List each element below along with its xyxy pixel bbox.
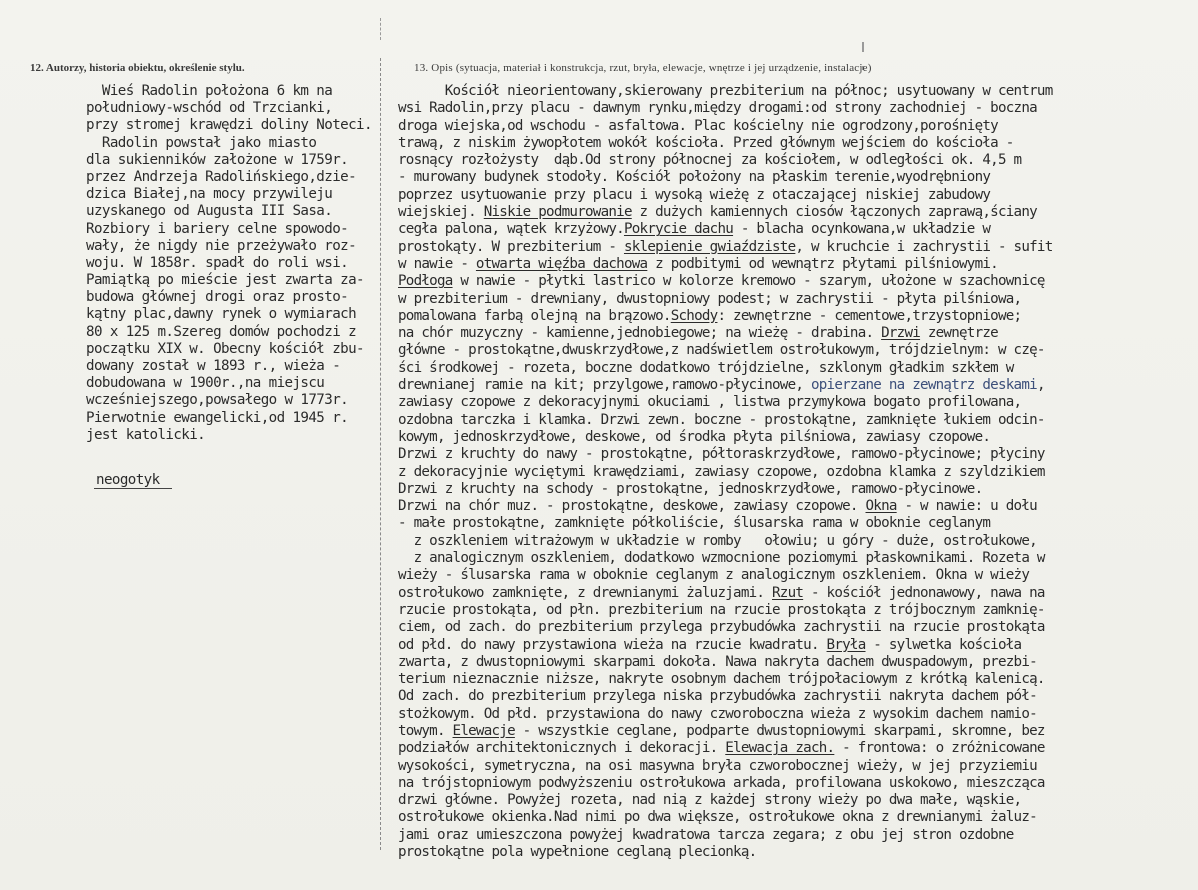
underlined-term: Elewacja zach. [725,740,835,757]
text-segment: Drzwi z kruchty do nawy - prostokątne, półtoraskrzydłowe, ramowo-płycinowe; płyciny [398,446,1045,463]
text-segment: stożkowym. Od płd. przystawiona do nawy czworoboczna wieża z wysokim dachem namio- [398,705,1037,722]
text-segment: główne - prostokątne,dwuskrzydłowe,z nadświetlem ostrołukowym, trójdzielnym: w czę- [398,342,1045,359]
text-segment: rosnący rozłożysty dąb.Od strony północnej za kościołem, w odległości ok. 4,5 m [398,152,1022,169]
history-text-line: przez Andrzeja Radolińskiego,dzie- [86,168,357,185]
text-segment: trawą, z niskim żywopłotem wokół kościoła. Przed głównym wejściem do kościoła - [398,134,1014,151]
underlined-term: Pokrycie dachu [623,221,734,238]
description-text-line [398,394,1198,411]
text-segment: - blacha ocynkowana,w układzie w [733,221,991,238]
description-text-line [398,429,1198,446]
description-text-column [398,83,1198,861]
text-segment: z analogicznym oszkleniem, dodatkowo wzmocnione poziomymi płaskownikami. Rozeta w [398,550,1045,567]
description-text-line [398,498,1198,515]
text-segment: - w nawie: u dołu [896,498,1037,515]
text-segment: prostokątne pola wypełnione ceglaną plecionką. [398,844,757,861]
text-segment: - frontowa: o zróżnicowane [834,740,1045,757]
text-segment: Drzwi na chór muz. - prostokątne, deskowe, zawiasy czopowe. [398,498,866,515]
description-text-line [398,273,1198,290]
description-text-line [398,585,1198,602]
text-segment: w prezbiterium - drewniany, dwustopniowy podest; w zachrystii - płyta pilśniowa, [398,290,1022,307]
text-segment: : zewnętrzne - cementowe,trzystopniowe; [717,307,1022,324]
history-text-line: przy stromej krawędzi doliny Noteci. [86,117,372,134]
text-segment: ostrołukowe okienka.Nad nimi po dwa większe, ostrołukowe okna z drewnianymi żaluz- [398,809,1037,826]
description-text-line [398,671,1198,688]
text-segment: - wszystkie ceglane, podparte dwustopniowymi skarpami, skromne, bez [514,722,1045,739]
description-text-line [398,239,1198,256]
underlined-term: Podłoga [398,273,453,290]
description-text-line [398,775,1198,792]
description-text-line [398,118,1198,135]
text-segment: w nawie - [398,255,476,272]
description-text-line [398,827,1198,844]
underlined-term: Schody [670,307,718,324]
history-text-line: dowany został w 1893 r., wieża - [86,358,341,374]
text-segment: ostrołukowo zamknięte, z drewnianymi żaluzjami. [398,584,772,601]
text-segment: cegła palona, wątek krzyżowy. [398,221,624,238]
underlined-term: Niskie podmurowanie [483,204,632,221]
description-text-line [398,221,1198,238]
text-segment: drzwi główne. Powyżej rozeta, nad nią z każdej strony wieży po dwa małe, wąskie, [398,792,1022,809]
text-segment: wieży - ślusarska rama w oboknie ceglanym z analogicznym oszkleniem. Okna w wieży [398,567,1030,584]
scan-mark [862,42,864,52]
description-text-line [398,688,1198,705]
text-segment: z podbitymi od wewnątrz płytami pilśniowymi. [647,255,998,272]
text-segment: jami oraz umieszczona powyżej kwadratowa tarcza zegara; z obu jej stron ozdobne [398,826,1014,843]
text-segment: w nawie - płytki lastrico w kolorze kremowo - szarym, ułożone w szachownicę [452,273,1045,290]
description-text-line [398,377,1198,394]
description-text-line [398,637,1198,654]
history-text-line: wcześniejszego,powsałego w 1773r. [86,392,349,409]
text-segment: kowym, jednoskrzydłowe, deskowe, od środka płyta pilśniowa, zawiasy czopowe. [398,428,991,445]
history-text-line: budowa głównej drogi oraz prosto- [86,289,349,306]
text-segment: Kościół nieorientowany,skierowany prezbiterium na północ; usytuowany w centrum [398,83,1053,99]
text-segment: , [1036,377,1045,394]
text-segment: prostokąty. W prezbiterium - [398,238,624,255]
text-segment: wysokości, symetryczna, na osi masywna bryła czworobocznej wieży, w jej przyziemiu [398,757,1037,774]
description-text-line [398,446,1198,463]
text-segment: droga wiejska,od wschodu - asfaltowa. Plac kościelny nie ogrodzony,porośnięty [398,117,998,134]
underlined-term: sklepienie gwiaździste [623,238,796,255]
underlined-term: Okna [865,498,897,515]
text-segment: ozdobna tarczka i klamka. Drzwi zewn. boczne - prostokątne, zamknięte łukiem odcin- [398,411,1045,428]
description-text-line [398,308,1198,325]
description-text-line [398,809,1198,826]
description-text-line [398,325,1198,342]
history-text-line: południowy-wschód od Trzcianki, [86,100,333,117]
description-text-line [398,464,1198,481]
section-13-heading: 13. Opis (sytuacja, materiał i konstrukcja, rzut, bryła, elewacje, wnętrze i jej urządzenie, instalacje) [414,62,872,74]
description-text-line [398,481,1198,498]
description-text-line [398,135,1198,152]
history-text-line: Radolin powstał jako miasto [86,134,317,151]
underlined-term: otwarta więźba dachowa [475,255,648,272]
history-text-line: uzyskanego od Augusta III Sasa. [86,203,333,220]
description-text-line [398,550,1198,567]
description-text-line [398,706,1198,723]
text-segment: z oszkleniem witrażowym w układzie w romby ołowiu; u góry - duże, ostrołukowe, [398,532,1037,549]
column-divider-top [380,18,382,40]
description-text-line [398,342,1198,359]
text-segment: ciem, od zach. do prezbiterium przylega przybudówka zachrystii na rzucie prostokąta [398,619,1045,636]
description-text-line [398,83,1198,100]
description-text-line [398,204,1198,221]
text-segment: towym. [398,722,453,739]
description-text-line [398,515,1198,532]
text-segment: podziałów architektonicznych i dekoracji. [398,740,726,757]
description-text-line [398,187,1198,204]
description-text-line [398,723,1198,740]
description-text-line [398,792,1198,809]
style-label-rule [94,488,172,490]
description-text-line [398,602,1198,619]
description-text-line [398,844,1198,861]
text-segment: drewnianej ramie na kit; przylgowe,ramowo-płycinowe, [398,377,811,394]
history-text-line: dobudowana w 1900r.,na miejscu [86,375,325,392]
description-text-line [398,758,1198,775]
description-text-line [398,100,1198,117]
section-12-heading: 12. Autorzy, historia obiektu, określenie stylu. [30,62,245,74]
description-text-line [398,152,1198,169]
description-text-line [398,360,1198,377]
text-segment: - sylwetka kościoła [865,636,1022,653]
text-segment: poprzez usytuowanie przy placu i wysoką wieżę z otaczającej niskiej zabudowy [398,186,991,203]
description-text-line [398,412,1198,429]
history-text-line: jest katolicki. [86,426,206,443]
text-segment: zawiasy czopowe z dekoracyjnymi okuciami , listwa przymykowa bogato profilowana, [398,394,1022,411]
description-text-line [398,567,1198,584]
text-segment: - kościół jednonawowy, nawa na [803,584,1045,601]
text-segment: ści środkowej - rozeta, boczne dodatkowo trójdzielne, szklonym gładkim szkłem w [398,359,1014,376]
history-text-line: Wieś Radolin położona 6 km na [86,83,333,99]
history-text-line: Pamiątką po mieście jest zwarta za- [86,272,364,289]
text-segment: wiejskiej. [398,204,484,221]
history-text-line: dzica Białej,na mocy przywileju [86,186,333,203]
description-text-line [398,654,1198,671]
history-text-line: Rozbiory i bariery celne spowodo- [86,220,349,237]
text-segment: pomalowana farbą olejną na brązowo. [398,307,671,324]
history-text-line: 80 x 125 m.Szereg domów pochodzi z [86,323,357,340]
text-segment: , w kruchcie i zachrystii - sufit [795,238,1053,255]
text-segment: od płd. do nawy przystawiona wieża na rzucie kwadratu. [398,636,827,653]
history-text-line: dla sukienników założone w 1759r. [86,151,349,168]
description-text-line [398,740,1198,757]
text-segment: zewnętrze [920,325,998,342]
text-segment: z dużych kamiennych ciosów łączonych zaprawą,ściany [631,204,1037,221]
text-segment: Od zach. do prezbiterium przylega niska przybudówka zachrystii nakryta dachem pół- [398,688,1037,705]
text-segment: z dekoracyjnie wyciętymi krawędziami, zawiasy czopowe, ozdobna klamka z szyldzikiem [398,463,1045,480]
text-segment: terium nieznacznie niższe, nakryte osobnym dachem trójpołaciowym z krótką kalenicą. [398,671,1045,688]
description-text-line [398,291,1198,308]
text-segment: - małe prostokątne, zamknięte półkoliście, ślusarska rama w oboknie ceglanym [398,515,991,532]
underlined-term: Elewacje [452,722,515,739]
underlined-term: Rzut [772,584,804,601]
history-text-line: woju. W 1858r. spadł do roli wsi. [86,254,349,271]
history-text-line: kątny plac,dawny rynek o wymiarach [86,306,357,323]
history-text-line: wały, że nigdy nie przeżywało roz- [86,237,357,254]
text-segment: wsi Radolin,przy placu - dawnym rynku,między drogami:od strony zachodniej - boczna [398,100,1037,117]
text-segment: opierzane na zewnątrz deskami [810,377,1037,394]
history-text-line: początku XIX w. Obecny kościół zbu- [86,340,364,357]
underlined-term: Bryła [826,636,866,653]
history-text-line: Pierwotnie ewangelicki,od 1945 r. [86,409,349,426]
style-label: neogotyk [96,472,160,488]
description-text-line [398,533,1198,550]
history-text-column [86,83,386,444]
description-text-line [398,619,1198,636]
underlined-term: Drzwi [881,325,921,342]
text-segment: na trójstopniowym podwyższeniu ostrołukowa arkada, profilowana uskokowo, mieszcząca [398,774,1045,791]
description-text-line [398,169,1198,186]
text-segment: - murowany budynek stodoły. Kościół położony na płaskim terenie,wyodrębniony [398,169,991,186]
text-segment: na chór muzyczny - kamienne,jednobiegowe; na wieżę - drabina. [398,325,882,342]
text-segment: zwarta, z dwustopniowymi skarpami dokoła. Nawa nakryta dachem dwuspadowym, prezbi- [398,653,1037,670]
text-segment: rzucie prostokąta, od płn. prezbiterium na rzucie prostokąta z trójbocznym zamknię- [398,601,1045,618]
description-text-line [398,256,1198,273]
text-segment: Drzwi z kruchty na schody - prostokątne, jednoskrzydłowe, ramowo-płycinowe. [398,480,983,497]
